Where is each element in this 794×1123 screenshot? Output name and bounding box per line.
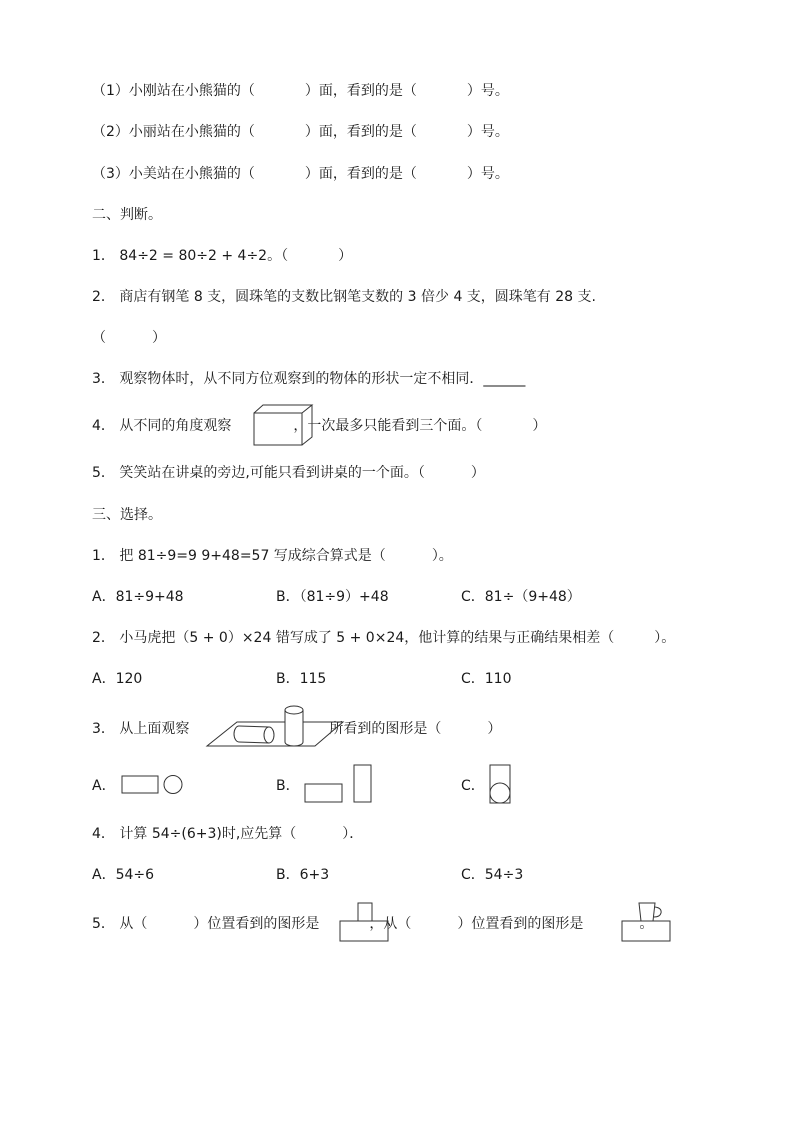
choice-3-option-b[interactable]: B． <box>276 778 300 794</box>
part1-question-3: （3）小美站在小熊猫的（ ）面，看到的是（ ）号。 <box>92 166 509 182</box>
choice-3-option-c[interactable]: C． <box>461 778 485 794</box>
choice-1-option-a[interactable]: A．81÷9+48 <box>92 589 184 605</box>
choice-4-option-a[interactable]: A．54÷6 <box>92 867 155 883</box>
option-b-two-rectangles-shape <box>304 764 374 806</box>
cup-on-box-front-view <box>339 899 391 943</box>
judge-question-2: 2． 商店有钢笔 8 支，圆珠笔的支数比钢笔支数的 3 倍少 4 支，圆珠笔有 28 支. <box>92 289 596 305</box>
choice-question-4: 4． 计算 54÷(6+3)时,应先算（ ）． <box>92 826 364 842</box>
part1-question-2: （2）小丽站在小熊猫的（ ）面，看到的是（ ）号。 <box>92 124 509 140</box>
cup-with-handle-side-view <box>621 899 673 943</box>
option-c-rectangle-with-circle-shape <box>488 764 512 806</box>
cylinders-on-plane-figure <box>205 704 345 748</box>
choice-2-option-c[interactable]: C．110 <box>461 671 512 687</box>
choice-4-option-b[interactable]: B．6+3 <box>276 867 330 883</box>
part1-question-1: （1）小刚站在小熊猫的（ ）面，看到的是（ ）号。 <box>92 83 509 99</box>
choice-2-option-a[interactable]: A．120 <box>92 671 143 687</box>
choice-4-option-c[interactable]: C．54÷3 <box>461 867 524 883</box>
choice-question-2: 2． 小马虎把（5 + 0）×24 错写成了 5 + 0×24，他计算的结果与正确结果相差（ ）。 <box>92 630 676 646</box>
choice-2-option-b[interactable]: B．115 <box>276 671 327 687</box>
judge-question-2-answer: （ ） <box>92 330 166 346</box>
judge-question-1: 1． 84÷2 = 80÷2 + 4÷2。（ ） <box>92 248 353 264</box>
choice-question-3: 3． 从上面观察 所看到的图形是（ ） <box>92 721 502 737</box>
choice-question-5: 5． 从（ ）位置看到的图形是 ，从（ ）位置看到的图形是 。 <box>92 916 654 932</box>
choice-1-option-b[interactable]: B．（81÷9）+48 <box>276 589 389 605</box>
judge-question-3: 3． 观察物体时，从不同方位观察到的物体的形状一定不相同．______ <box>92 371 526 387</box>
judge-question-4: 4． 从不同的角度观察 ，一次最多只能看到三个面。（ ） <box>92 418 547 434</box>
choice-question-1: 1． 把 81÷9=9 9+48=57 写成综合算式是（ ）。 <box>92 548 453 564</box>
choice-1-option-c[interactable]: C．81÷（9+48） <box>461 589 581 605</box>
option-a-rectangle-circle-shape <box>121 774 185 796</box>
section-heading-judge: 二、判断。 <box>92 207 162 223</box>
section-heading-choice: 三、选择。 <box>92 507 162 523</box>
judge-question-5: 5． 笑笑站在讲桌的旁边,可能只看到讲桌的一个面。（ ） <box>92 465 485 481</box>
choice-3-option-a[interactable]: A． <box>92 778 116 794</box>
cuboid-figure <box>253 404 315 446</box>
